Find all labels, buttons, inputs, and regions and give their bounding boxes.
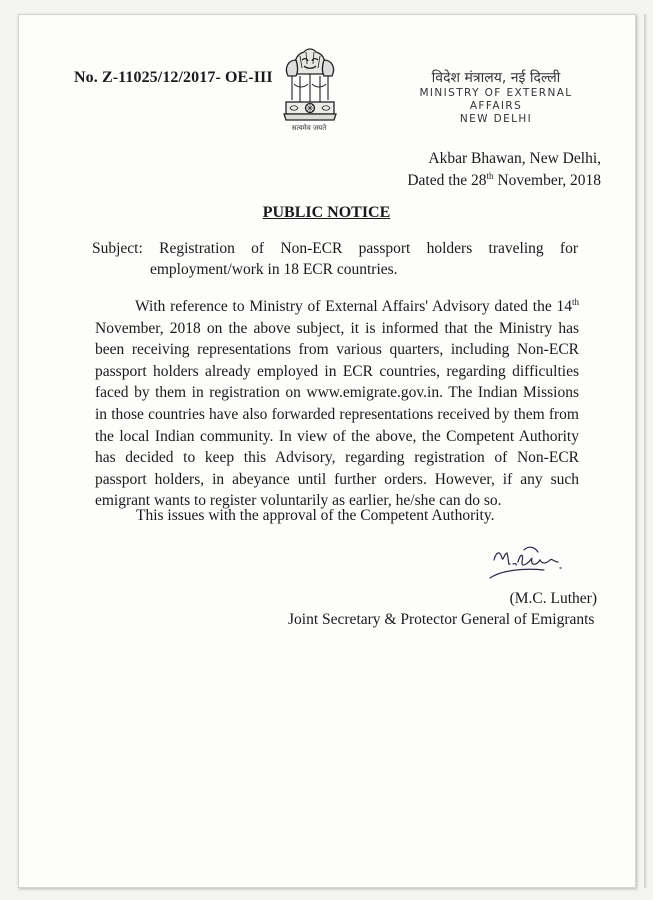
reference-number: No. Z-11025/12/2017- OE-III (74, 69, 273, 86)
subject-line-2: employment/work in 18 ECR countries. (150, 261, 398, 278)
notice-body: With reference to Ministry of External Affairs' Advisory dated the 14th November, 2018 on the above subject, it is informed that the Ministry has been receiving representations from various quarters, including Non-ECR passport holders already employed in ECR countries, regarding difficulties faced by them in registration on www.emigrate.gov.in. The Indian Missions in those countries have also forwarded representations received by them from the local Indian community. In view of the above, the Competent Authority has decided to keep this Advisory, regarding registration of Non-ECR passport holders, in abeyance until further orders. However, if any such emigrant wants to register voluntarily as earlier, he/she can do so. (95, 296, 579, 510)
ministry-city: NEW DELHI (459, 113, 533, 125)
signatory-name: (M.C. Luther) (509, 590, 597, 607)
notice-title: PUBLIC NOTICE (262, 204, 391, 221)
ministry-name-english: MINISTRY OF EXTERNAL AFFAIRS (419, 87, 573, 112)
ministry-header (402, 70, 590, 126)
signature-icon (484, 540, 584, 590)
approval-statement: This issues with the approval of the Competent Authority. (136, 507, 495, 524)
ministry-name-hindi: विदेश मंत्रालय, नई दिल्ली (431, 70, 561, 86)
place-and-date (407, 148, 601, 192)
emblem-motto: सत्यमेव जयते (291, 124, 327, 132)
page-edge (644, 14, 647, 888)
national-emblem-icon (274, 44, 346, 136)
subject-label: Subject: (92, 240, 143, 257)
subject-block (92, 238, 578, 280)
date: Dated the 28th November, 2018 (407, 170, 601, 189)
place: Akbar Bhawan, New Delhi, (428, 150, 601, 167)
subject-line-1: Subject: Registration of Non-ECR passport holders traveling for (92, 240, 578, 257)
signatory-designation: Joint Secretary & Protector General of Emigrants (288, 611, 595, 628)
